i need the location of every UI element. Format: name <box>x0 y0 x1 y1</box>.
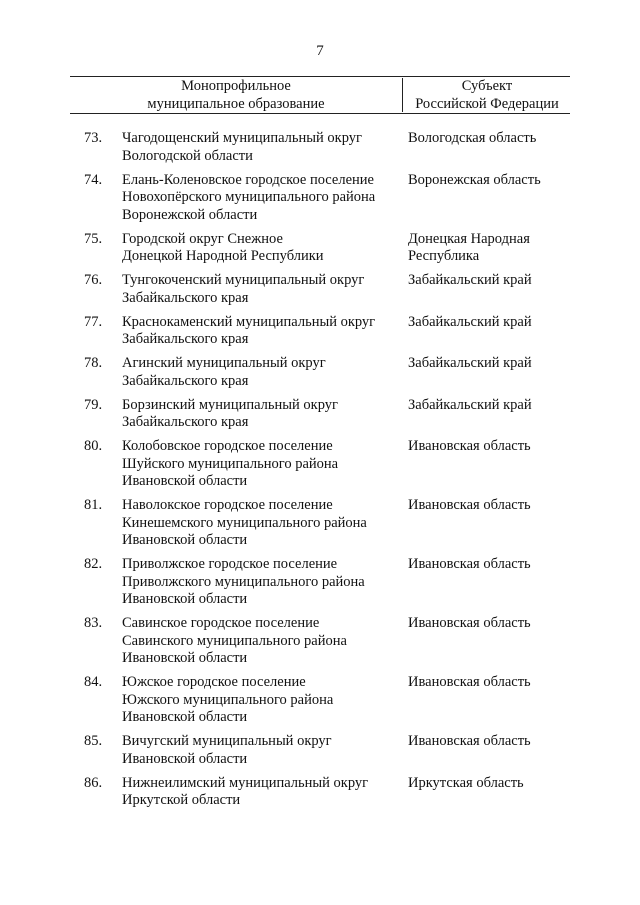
federal-subject: Забайкальский край <box>408 396 532 413</box>
row-number: 75. <box>84 230 103 247</box>
table-row <box>0 172 640 231</box>
federal-subject: Ивановская область <box>408 497 531 513</box>
federal-subject: Вологодская область <box>408 130 537 146</box>
table-row <box>0 615 640 674</box>
table-row <box>0 314 640 356</box>
federal-subject: Ивановская область <box>408 556 531 572</box>
municipality-name: Колобовское городское поселение Шуйского муниципального района Ивановской области <box>122 438 339 489</box>
municipality-name: Приволжское городское поселение Приволжского муниципального района Ивановской области <box>122 556 365 607</box>
municipality-name: Тунгокоченский муниципальный округ Забайкальского края <box>122 272 365 306</box>
federal-subject: Ивановская область <box>408 674 531 690</box>
federal-subject: Ивановская область <box>408 615 531 631</box>
federal-subject: Забайкальский край <box>408 313 532 330</box>
row-number: 82. <box>84 556 103 572</box>
table-body <box>0 130 640 816</box>
row-number: 74. <box>84 171 103 188</box>
federal-subject: Иркутская область <box>408 774 524 791</box>
table-row <box>0 231 640 273</box>
header-municipality: Монопрофильное муниципальное образование <box>147 78 325 112</box>
federal-subject: Донецкая Народная Республика <box>408 230 530 264</box>
federal-subject: Ивановская область <box>408 438 531 454</box>
row-number: 84. <box>84 674 103 690</box>
table-row <box>0 355 640 397</box>
federal-subject: Воронежская область <box>408 171 541 188</box>
page-number: 7 <box>316 43 324 59</box>
row-number: 77. <box>84 313 103 330</box>
table-row <box>0 272 640 314</box>
row-number: 76. <box>84 272 103 288</box>
row-number: 81. <box>84 497 103 513</box>
municipality-name: Южское городское поселение Южского муниципального района Ивановской области <box>122 674 334 725</box>
municipality-name: Савинское городское поселение Савинского муниципального района Ивановской области <box>122 615 347 666</box>
municipality-name: Нижнеилимский муниципальный округ Иркутской области <box>122 774 369 808</box>
municipality-name: Краснокаменский муниципальный округ Забайкальского края <box>122 313 376 347</box>
table-row <box>0 397 640 439</box>
table-row <box>0 438 640 497</box>
row-number: 85. <box>84 733 103 749</box>
table-header <box>70 76 570 114</box>
row-number: 79. <box>84 396 103 413</box>
table-row <box>0 497 640 556</box>
municipality-name: Вичугский муниципальный округ Ивановской области <box>122 733 332 767</box>
federal-subject: Ивановская область <box>408 733 531 749</box>
table-row <box>0 130 640 172</box>
federal-subject: Забайкальский край <box>408 355 532 371</box>
row-number: 86. <box>84 774 103 791</box>
table-row <box>0 775 640 817</box>
municipality-name: Наволокское городское поселение Кинешемского муниципального района Ивановской области <box>122 497 367 548</box>
municipality-name: Городской округ Снежное Донецкой Народной Республики <box>122 230 324 264</box>
municipality-name: Агинский муниципальный округ Забайкальского края <box>122 355 326 389</box>
table-row <box>0 674 640 733</box>
federal-subject: Забайкальский край <box>408 272 532 288</box>
table-row <box>0 733 640 775</box>
municipality-name: Елань-Коленовское городское поселение Новохопёрского муниципального района Воронежской области <box>122 171 376 223</box>
row-number: 73. <box>84 130 103 146</box>
municipality-name: Чагодощенский муниципальный округ Вологодской области <box>122 130 362 164</box>
row-number: 80. <box>84 438 103 454</box>
row-number: 78. <box>84 355 103 371</box>
municipality-name: Борзинский муниципальный округ Забайкальского края <box>122 396 338 430</box>
row-number: 83. <box>84 615 103 631</box>
table-row <box>0 556 640 615</box>
header-subject: Субъект Российской Федерации <box>402 78 571 112</box>
